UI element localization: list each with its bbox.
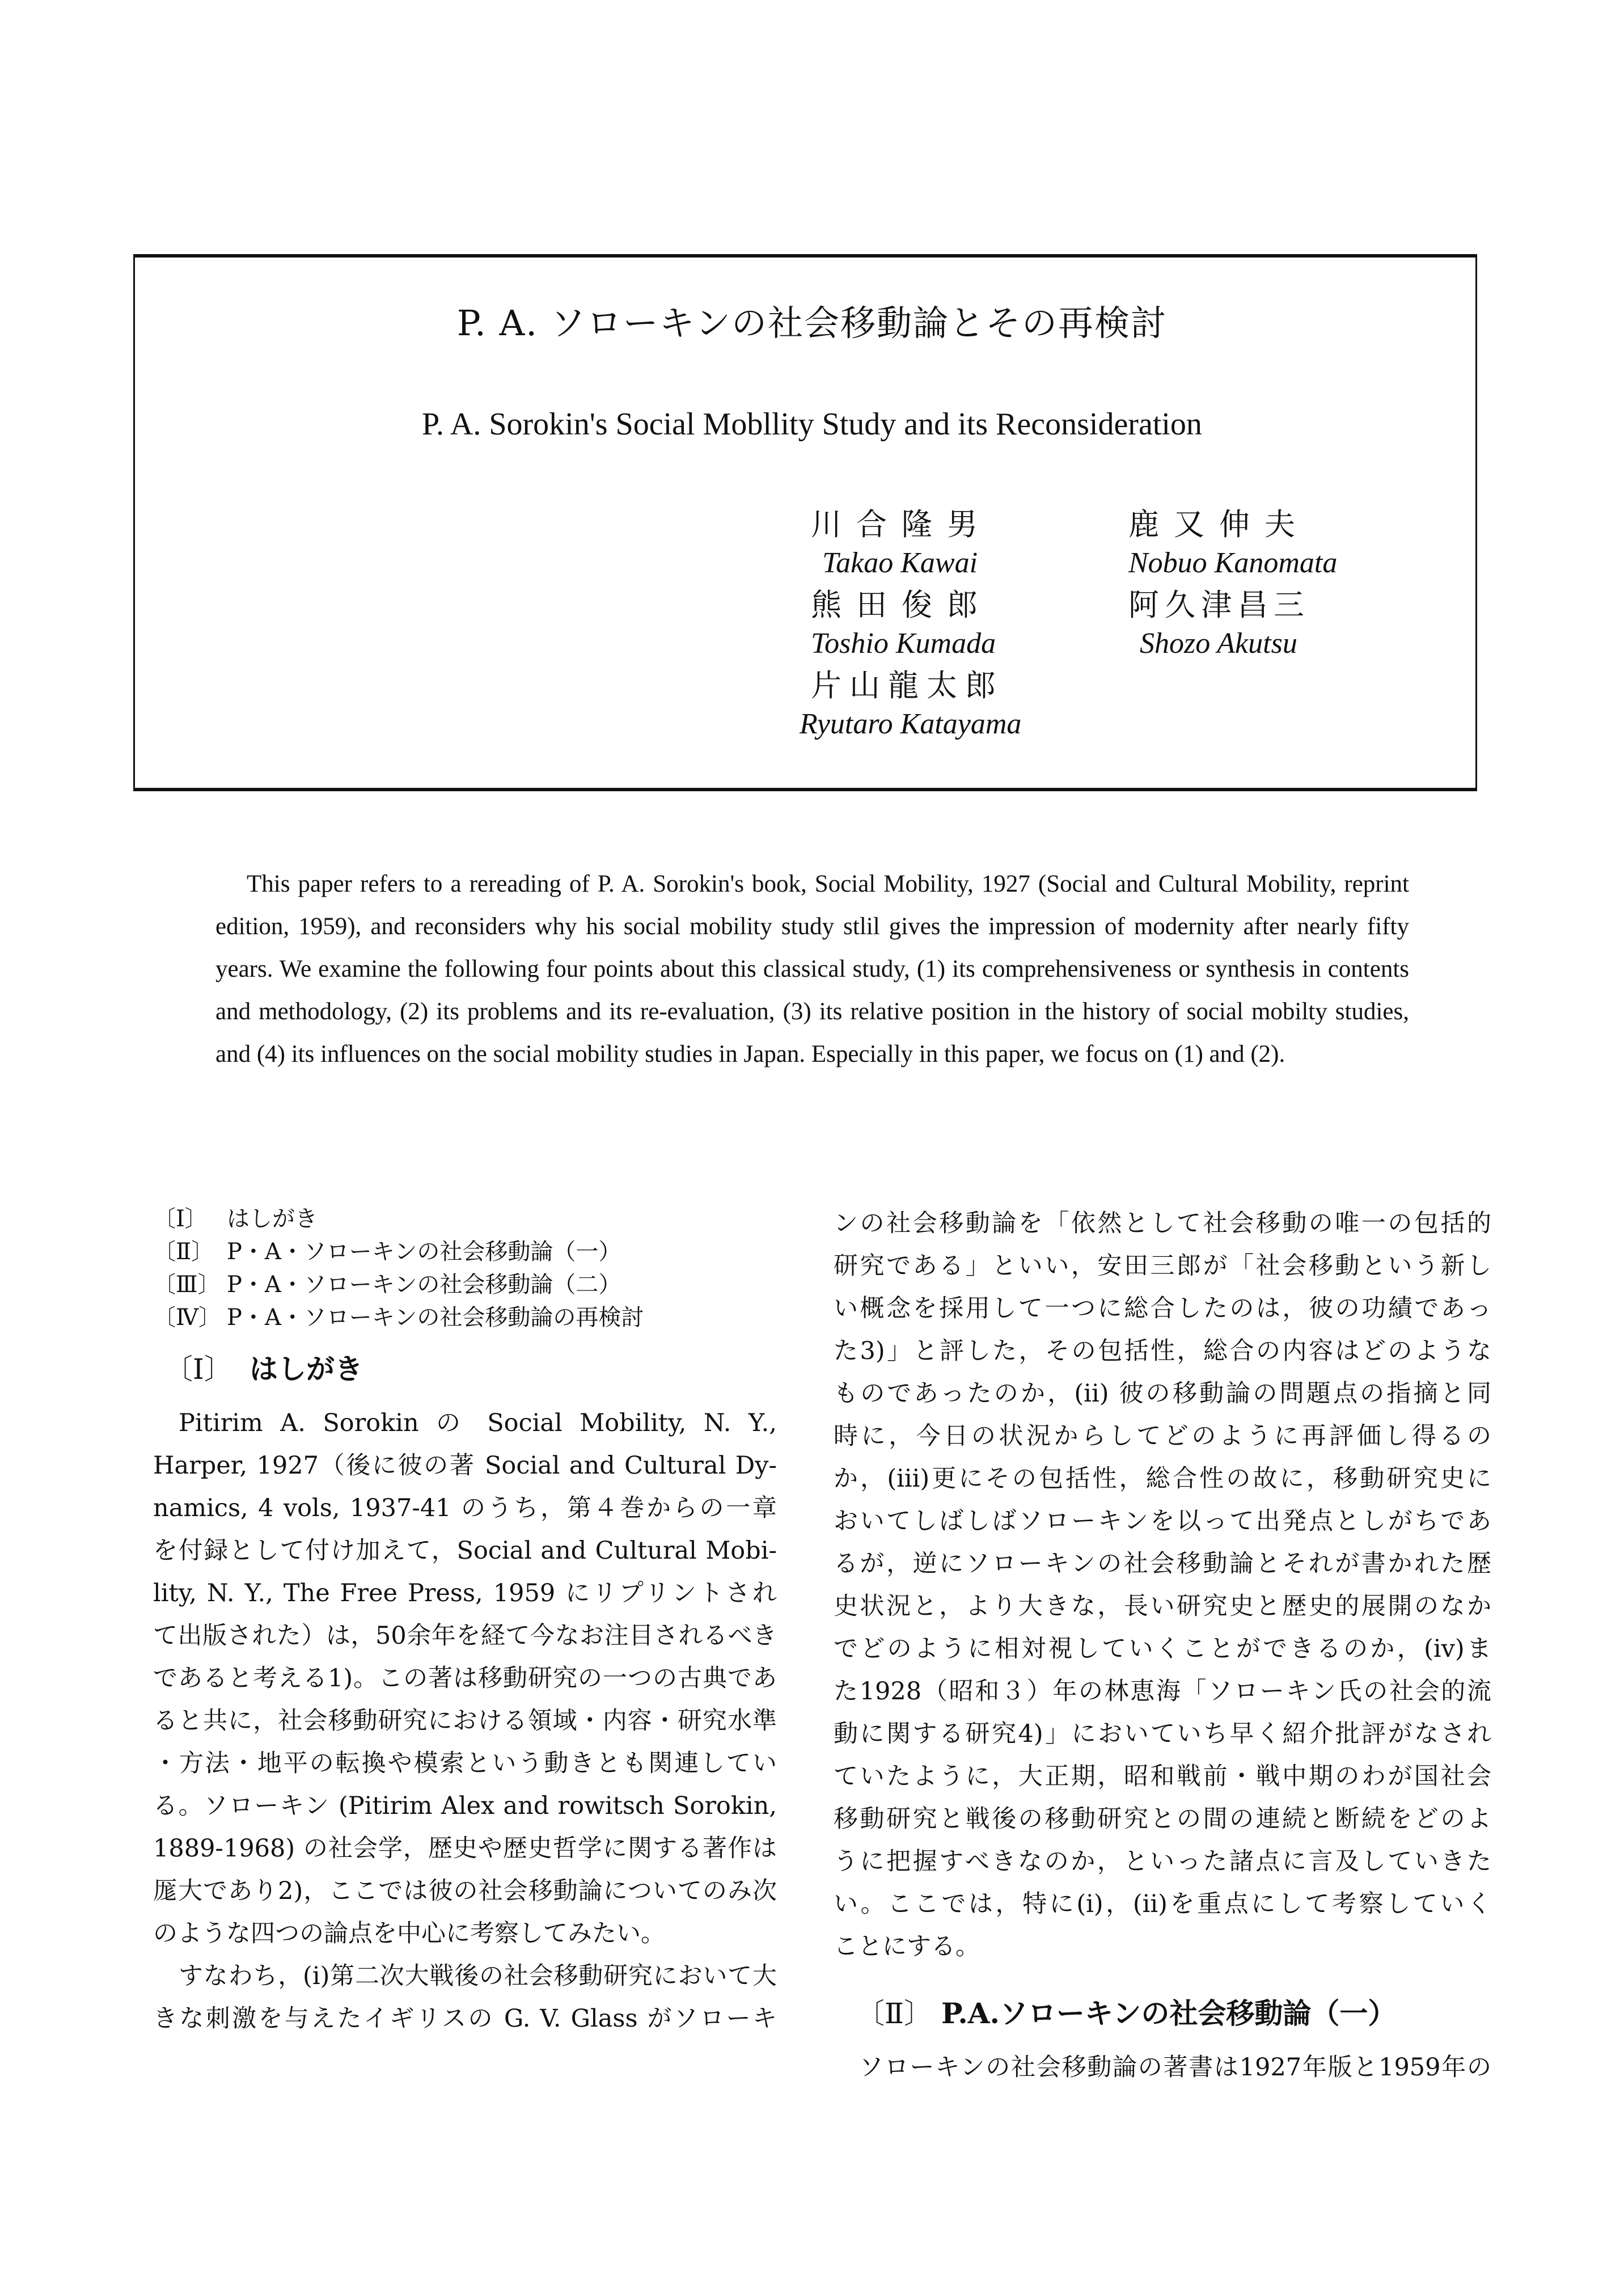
paper-title-english: P. A. Sorokin's Social Mobllity Study and its Reconsideration xyxy=(422,407,1202,442)
author-name-jp: 熊田俊郎 xyxy=(811,587,992,623)
author-name-jp: 片山龍太郎 xyxy=(811,668,1004,703)
author-kanomata xyxy=(1128,505,1446,582)
left-column xyxy=(153,1202,777,2040)
table-of-contents xyxy=(153,1202,777,1334)
author-name-en: Takao Kawai xyxy=(822,547,978,579)
paper-title-japanese: P. A. ソローキンの社会移動論とその再検討 xyxy=(456,302,1168,344)
author-name-en: Ryutaro Katayama xyxy=(800,708,1022,740)
author-name-jp: 鹿又伸夫 xyxy=(1128,507,1310,542)
right-column xyxy=(834,1202,1491,2089)
abstract: This paper refers to a rereading of P. A. Sorokin's book, Social Mobility, 1927 (Social and Cultural Mobility, reprint edition, 1959), and reconsiders why his social mobility study stlil gives the impression of modernity after nearly fifty years. We examine the following four points about this classical study, (1) its comprehensiveness or synthesis in contents and methodology, (2) its problems and its re-evaluation, (3) its relative position in the history of social mobilty studies, and (4) its influences on the social mobility studies in Japan. Especially in this paper, we focus on (1) and (2). xyxy=(215,871,1409,1067)
toc-item: 〔Ⅲ〕 P・A・ソローキンの社会移動論（二） xyxy=(153,1272,621,1298)
section-heading-2: 〔Ⅱ〕 P.A.ソローキンの社会移動論（一） xyxy=(856,1997,1397,2030)
intro-paragraph-1: Pitirim A. Sorokin の Social Mobility, N. Y., Harper, 1927（後に彼の著 Social and Cultural Dy- namics, 4 vols, 1937-41 のうち，第４巻からの一章 を付録として付け加えて，Social and Cultural Mobi- lity, N. Y., The Free Press, 1959 にリプリントされ て出版された）は，50余年を経て今なお注目されるべき であると考える1)。この著は移動研究の一つの古典であ ると共に，社会移動研究における領域・内容・研究水準 ・方法・地平の転換や模索という動きとも関連してい る。ソローキン (Pitirim Alex and rowitsch Sorokin, 1889-1968) の社会学，歴史や歴史哲学に関する著作は 厖大であり2)，ここでは彼の社会移動論についてのみ次 のような四つの論点を中心に考察してみたい。 xyxy=(153,1409,777,1948)
intro-paragraph-2: すなわち，(i)第二次大戦後の社会移動研究において大 きな刺激を与えたイギリスの G. V. Glass がソローキ xyxy=(153,1962,777,2033)
author-name-en: Toshio Kumada xyxy=(811,627,996,660)
author-name-en: Shozo Akutsu xyxy=(1140,627,1297,660)
toc-item: 〔Ⅰ〕 はしがき xyxy=(153,1206,318,1232)
author-akutsu xyxy=(1128,585,1446,662)
intro-paragraph-2-continued: ンの社会移動論を「依然として社会移動の唯一の包括的 研究である」といい，安田三郎が「社会移動という新し い概念を採用して一つに総合したのは，彼の功績であっ た3)」と評した，その包括性，総合の内容はどのような ものであったのか，(ii) 彼の移動論の問題点の指摘と同 時に，今日の状況からしてどのように再評価し得るの か，(iii)更にその包括性，総合性の故に，移動研究史に おいてしばしばソローキンを以って出発点としがちであ るが，逆にソローキンの社会移動論とそれが書かれた歴 史状況と，より大きな，長い研究史と歴史的展開のなか でどのように相対視していくことができるのか，(iv)ま た1928（昭和３）年の林恵海「ソローキン氏の社会的流 動に関する研究4)」においていち早く紹介批評がなされ ていたように，大正期，昭和戦前・戦中期のわが国社会 移動研究と戦後の移動研究との間の連続と断続をどのよ うに把握すべきなのか，といった諸点に言及していきた い。ここでは，特に(i)，(ii)を重点にして考察していく ことにする。 xyxy=(834,1209,1491,1961)
author-name-jp: 川合隆男 xyxy=(811,507,992,542)
section-2-paragraph-1: ソローキンの社会移動論の著書は1927年版と1959年の xyxy=(859,2053,1491,2082)
author-kawai xyxy=(811,505,1128,582)
author-name-en: Nobuo Kanomata xyxy=(1128,547,1338,579)
author-name-jp: 阿久津昌三 xyxy=(1128,587,1310,623)
author-kumada xyxy=(811,585,1128,662)
toc-item: 〔Ⅱ〕 P・A・ソローキンの社会移動論（一） xyxy=(153,1239,621,1265)
toc-item: 〔Ⅳ〕 P・A・ソローキンの社会移動論の再検討 xyxy=(153,1305,644,1331)
section-heading-1: 〔Ⅰ〕 はしがき xyxy=(164,1352,363,1386)
author-katayama xyxy=(800,666,1128,743)
